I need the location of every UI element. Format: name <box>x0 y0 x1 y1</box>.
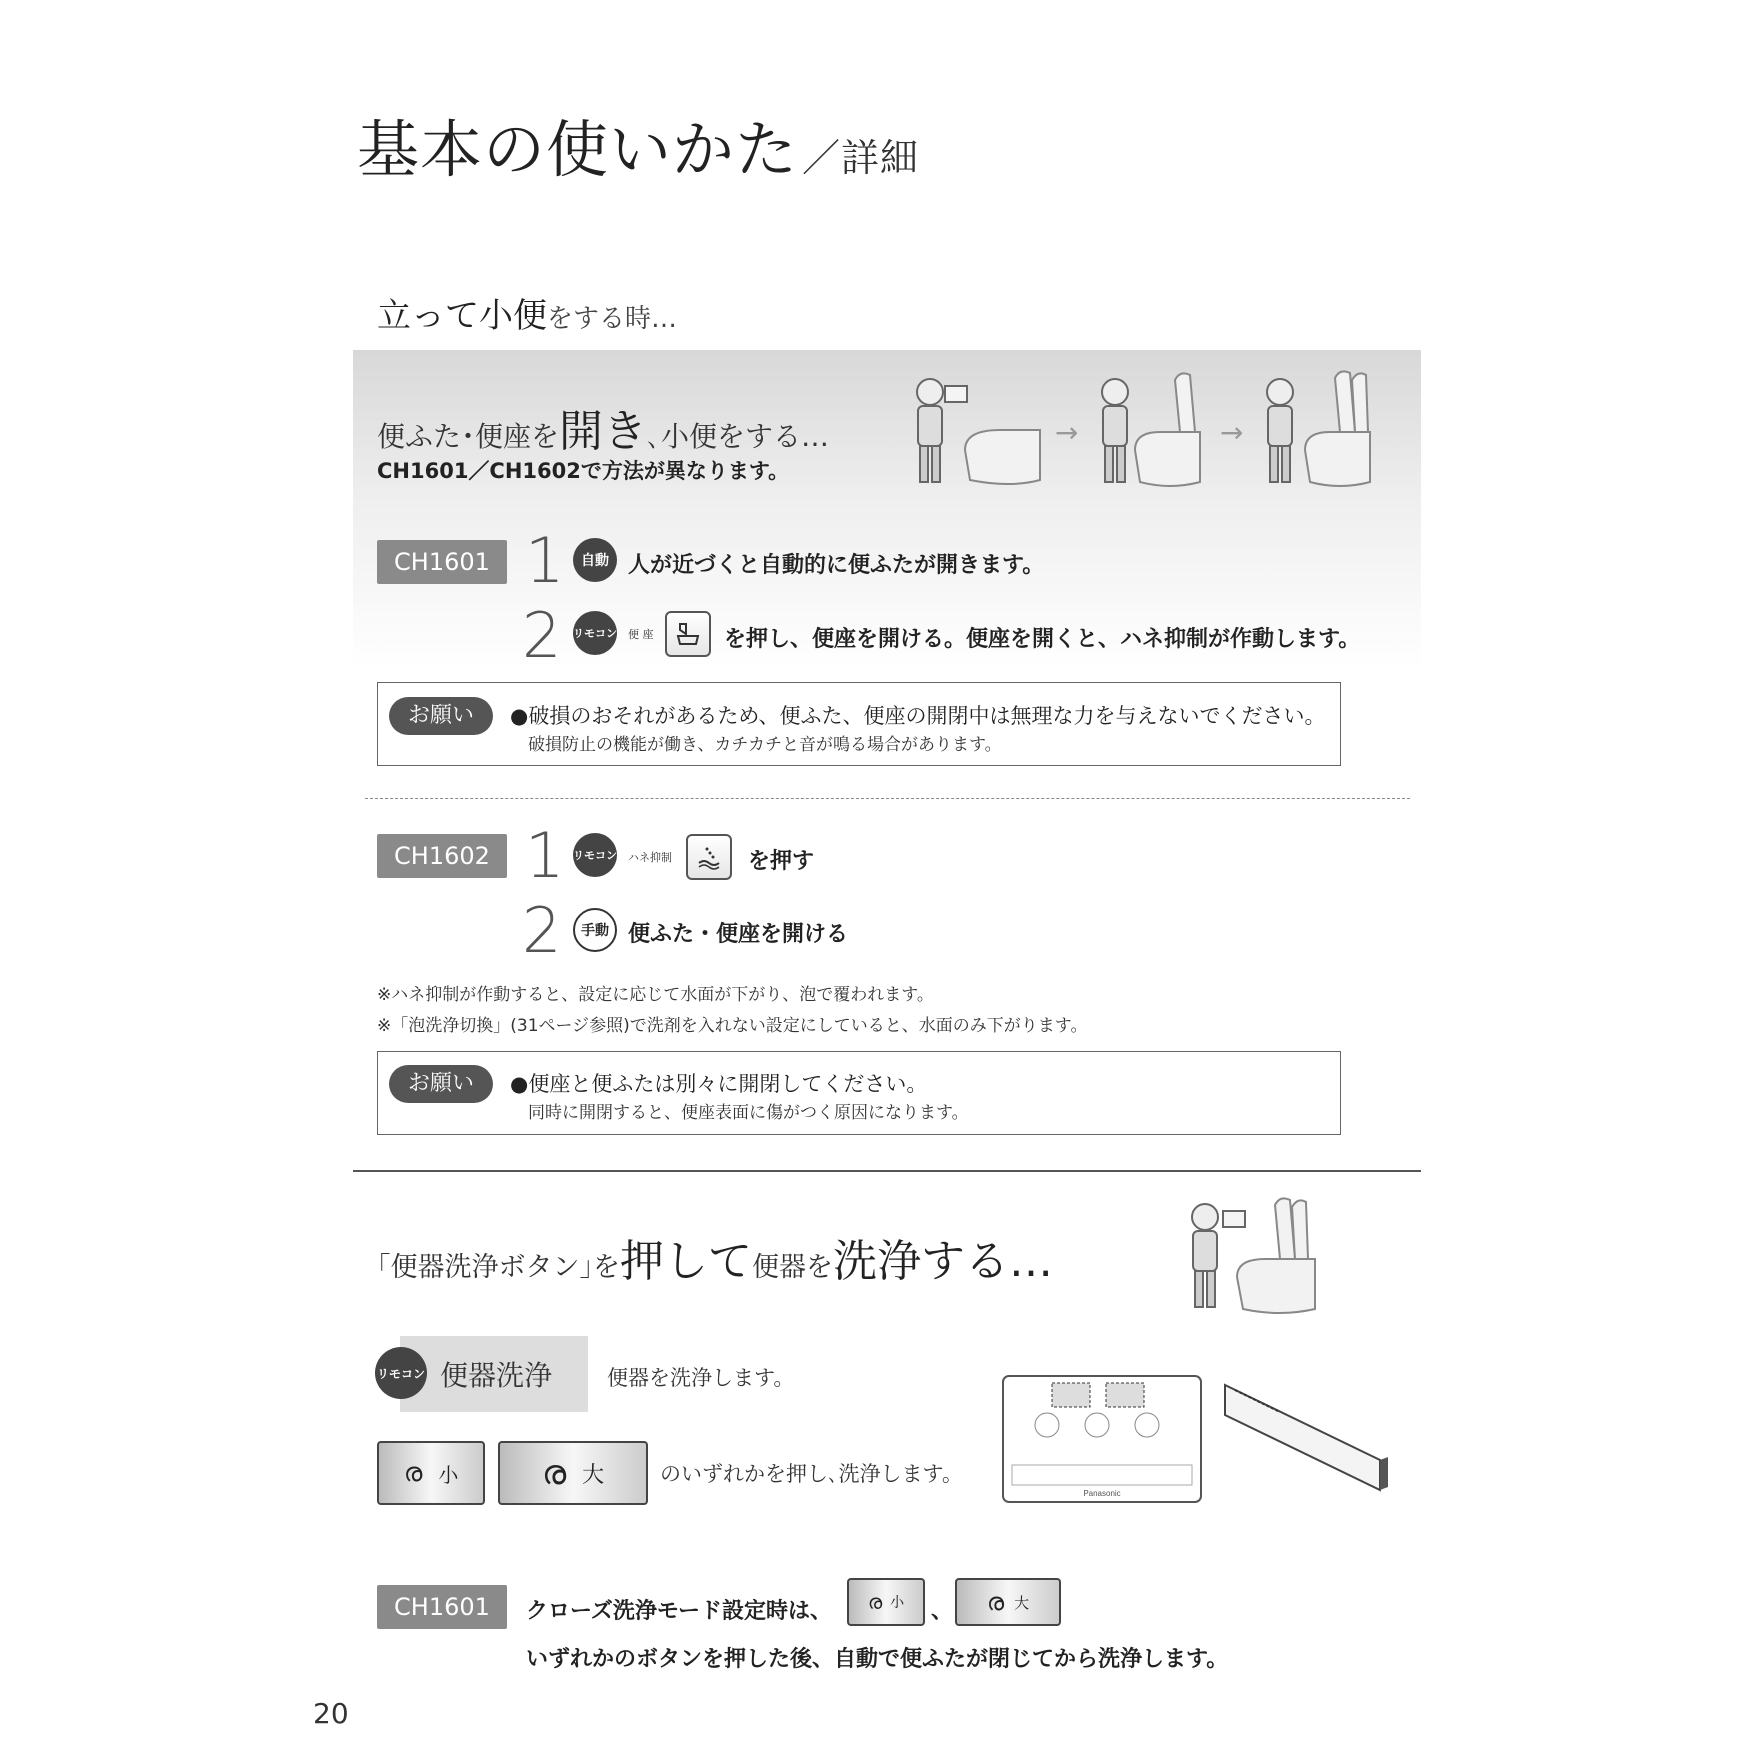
flush-small-label: 小 <box>438 1462 459 1487</box>
remote-panel-illustration <box>1002 1375 1202 1503</box>
band-heading-a: 便ふた･便座を <box>377 420 560 453</box>
close-mode-text-a: クローズ洗浄モード設定時は、 <box>526 1599 833 1624</box>
splash-button-label: ハネ抑制 <box>628 851 672 864</box>
remote-badge-icon: リモコン <box>375 1347 427 1399</box>
boy-icon <box>917 379 967 482</box>
ch1602-tag: CH1602 <box>377 834 507 878</box>
splash-icon <box>695 843 723 871</box>
remote-bar-illustration <box>1220 1375 1390 1505</box>
flush-small-mini-label: 小 <box>890 1595 905 1611</box>
buttons-desc: のいずれかを押し､洗浄します。 <box>660 1462 963 1486</box>
arrow-right-icon: → <box>1055 416 1079 449</box>
ch1601-step1-text: 人が近づくと自動的に便ふたが開きます。 <box>628 553 1045 578</box>
flush-illustration <box>1175 1195 1335 1320</box>
notice-label-2: お願い <box>389 1065 493 1103</box>
open-seat-illustration <box>900 370 1400 500</box>
panel-brand: Panasonic <box>1083 1489 1121 1498</box>
toilet-icon <box>965 430 1040 484</box>
auto-badge-icon: 自動 <box>573 538 617 582</box>
section2-heading-a: ｢便器洗浄ボタン｣を <box>377 1252 620 1283</box>
flush-small-button[interactable] <box>377 1441 485 1505</box>
remote-wash-desc: 便器を洗浄します。 <box>607 1366 795 1390</box>
seat-icon <box>674 620 702 648</box>
ch1601-step1-number: 1 <box>525 524 565 597</box>
splash-suppress-button[interactable] <box>686 834 732 880</box>
title-main-text: 基本の使いかた <box>357 113 799 186</box>
ch1602-step1-number: 1 <box>525 819 565 892</box>
close-sep: 、 <box>931 1599 954 1624</box>
seat-button[interactable] <box>665 611 711 657</box>
section2-heading-big2: 洗浄する… <box>833 1236 1053 1287</box>
swirl-icon: ര <box>403 1457 423 1488</box>
page-number: 20 <box>313 1697 349 1730</box>
band-note: CH1601／CH1602で方法が異なります。 <box>377 459 790 483</box>
section1-heading-rest: をする時… <box>547 304 678 334</box>
remote-badge-icon: リモコン <box>573 833 617 877</box>
notice-main-1: ●破損のおそれがあるため、便ふた、便座の開閉中は無理な力を与えないでください。 <box>510 704 1326 728</box>
ch1602-step1-text: を押す <box>748 849 815 874</box>
notice-main-2: ●便座と便ふたは別々に開閉してください。 <box>510 1072 928 1096</box>
section2-heading <box>377 1225 1053 1289</box>
ch1601-step2-number: 2 <box>522 599 562 672</box>
flush-small-button-mini[interactable] <box>847 1578 925 1626</box>
ch1602-step2-text: 便ふた・便座を開ける <box>628 922 849 947</box>
notice-label-1: お願い <box>389 697 493 735</box>
flush-large-mini-label: 大 <box>1014 1593 1030 1612</box>
band-heading-b: ､小便をする… <box>647 420 830 453</box>
swirl-icon: ര <box>986 1588 1005 1616</box>
section-divider <box>353 1170 1421 1172</box>
ch1601-tag: CH1601 <box>377 540 507 584</box>
section2-heading-b: 便器を <box>752 1252 833 1283</box>
band-heading-big: 開き <box>559 406 648 457</box>
remote-badge-icon: リモコン <box>573 611 617 655</box>
notice-sub-1: 破損防止の機能が働き、カチカチと音が鳴る場合があります。 <box>528 735 1002 755</box>
manual-badge-icon: 手動 <box>573 908 617 952</box>
flush-large-button-mini[interactable] <box>955 1578 1061 1626</box>
close-mode-text-b: いずれかのボタンを押した後、自動で便ふたが閉じてから洗浄します。 <box>526 1647 1229 1672</box>
remote-wash-label: 便器洗浄 <box>440 1359 553 1392</box>
band-heading <box>377 395 829 459</box>
footnote-2: ※「泡洗浄切換」(31ページ参照)で洗剤を入れない設定にしていると、水面のみ下がります。 <box>377 1016 1088 1036</box>
flush-large-label: 大 <box>582 1462 605 1488</box>
section1-heading <box>377 288 677 337</box>
swirl-icon: ര <box>541 1453 567 1493</box>
notice-sub-2: 同時に開閉すると、便座表面に傷がつく原因になります。 <box>528 1103 969 1123</box>
section1-heading-main: 立って小便 <box>377 296 547 336</box>
dashed-divider <box>365 798 1410 799</box>
svg-text:→: → <box>1220 416 1244 449</box>
swirl-icon: ര <box>867 1590 883 1614</box>
footnote-1: ※ハネ抑制が作動すると、設定に応じて水面が下がり、泡で覆われます。 <box>377 985 934 1005</box>
section2-heading-big1: 押して <box>620 1236 752 1287</box>
page-title <box>357 100 919 189</box>
title-sub-text: ／詳細 <box>802 136 920 180</box>
ch1601-close-tag: CH1601 <box>377 1585 507 1629</box>
flush-large-button[interactable] <box>498 1441 648 1505</box>
seat-button-label: 便 座 <box>628 628 654 641</box>
ch1601-step2-text: を押し、便座を開ける。便座を開くと、ハネ抑制が作動します。 <box>724 627 1361 652</box>
ch1602-step2-number: 2 <box>522 894 562 967</box>
